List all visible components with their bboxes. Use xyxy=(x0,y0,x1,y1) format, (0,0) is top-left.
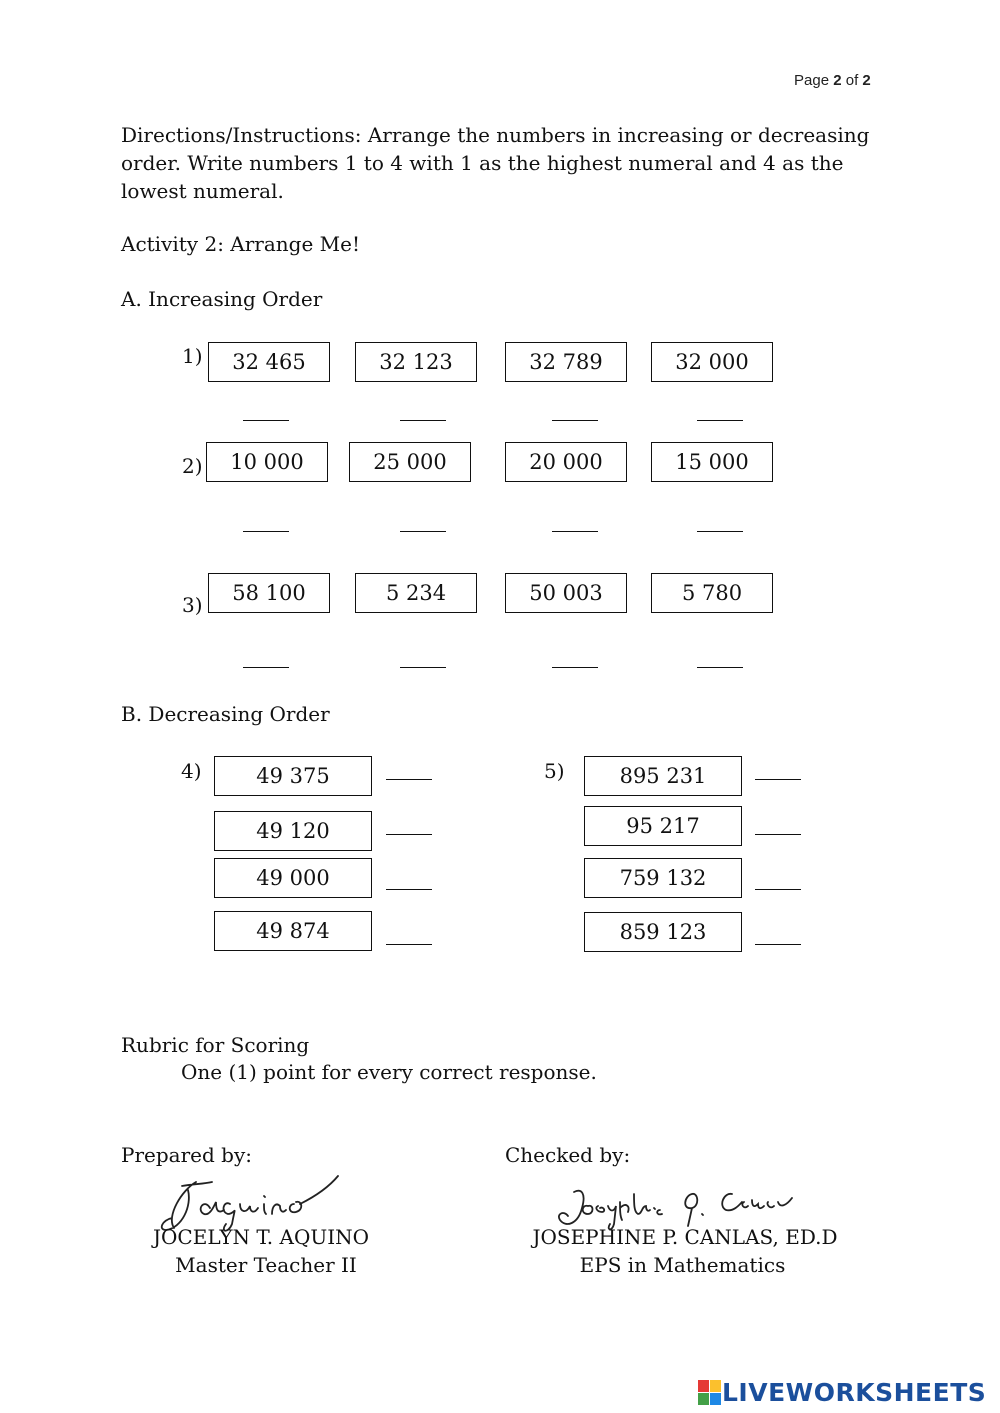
number-box: 49 120 xyxy=(214,811,372,851)
answer-blank[interactable] xyxy=(755,944,801,945)
checked-by-label: Checked by: xyxy=(505,1143,631,1167)
directions-text: Directions/Instructions: Arrange the numbers in increasing or decreasing order. Write numbers 1 to 4 with 1 as the highest numeral and 4 as the lowest numeral. xyxy=(121,123,870,203)
number-box: 859 123 xyxy=(584,912,742,952)
number-box: 895 231 xyxy=(584,756,742,796)
number-box: 32 000 xyxy=(651,342,773,382)
page-number: Page 2 of 2 xyxy=(794,72,871,89)
answer-blank[interactable] xyxy=(552,667,598,668)
number-box: 25 000 xyxy=(349,442,471,482)
number-box: 32 789 xyxy=(505,342,627,382)
liveworksheets-wordmark: LIVEWORKSHEETS xyxy=(722,1378,987,1407)
answer-blank[interactable] xyxy=(755,779,801,780)
liveworksheets-icon xyxy=(698,1380,722,1406)
answer-blank[interactable] xyxy=(386,834,432,835)
answer-blank[interactable] xyxy=(400,420,446,421)
number-box: 50 003 xyxy=(505,573,627,613)
checked-name: JOSEPHINE P. CANLAS, ED.D xyxy=(532,1225,838,1249)
number-box: 20 000 xyxy=(505,442,627,482)
prepared-name: JOCELYN T. AQUINO xyxy=(153,1225,369,1249)
number-box: 10 000 xyxy=(206,442,328,482)
number-box: 15 000 xyxy=(651,442,773,482)
answer-blank[interactable] xyxy=(697,667,743,668)
answer-blank[interactable] xyxy=(386,779,432,780)
answer-blank[interactable] xyxy=(243,531,289,532)
number-box: 49 874 xyxy=(214,911,372,951)
prepared-by-label: Prepared by: xyxy=(121,1143,252,1167)
number-box: 759 132 xyxy=(584,858,742,898)
number-box: 5 234 xyxy=(355,573,477,613)
item-1-label: 1) xyxy=(182,344,203,368)
answer-blank[interactable] xyxy=(400,531,446,532)
answer-blank[interactable] xyxy=(755,889,801,890)
rubric-text: One (1) point for every correct response. xyxy=(181,1060,597,1084)
checked-position: EPS in Mathematics xyxy=(579,1253,786,1277)
number-box: 5 780 xyxy=(651,573,773,613)
section-b-title: B. Decreasing Order xyxy=(121,702,330,726)
number-box: 58 100 xyxy=(208,573,330,613)
number-box: 49 375 xyxy=(214,756,372,796)
answer-blank[interactable] xyxy=(552,531,598,532)
rubric-title: Rubric for Scoring xyxy=(121,1033,310,1057)
answer-blank[interactable] xyxy=(552,420,598,421)
activity-title: Activity 2: Arrange Me! xyxy=(121,232,361,256)
answer-blank[interactable] xyxy=(386,944,432,945)
answer-blank[interactable] xyxy=(386,889,432,890)
number-box: 32 123 xyxy=(355,342,477,382)
item-5-label: 5) xyxy=(544,759,565,783)
item-3-label: 3) xyxy=(182,593,203,617)
answer-blank[interactable] xyxy=(697,531,743,532)
number-box: 32 465 xyxy=(208,342,330,382)
answer-blank[interactable] xyxy=(697,420,743,421)
number-box: 49 000 xyxy=(214,858,372,898)
liveworksheets-logo xyxy=(698,1378,986,1407)
number-box: 95 217 xyxy=(584,806,742,846)
answer-blank[interactable] xyxy=(755,834,801,835)
answer-blank[interactable] xyxy=(400,667,446,668)
answer-blank[interactable] xyxy=(243,420,289,421)
item-2-label: 2) xyxy=(182,454,203,478)
section-a-title: A. Increasing Order xyxy=(121,287,323,311)
answer-blank[interactable] xyxy=(243,667,289,668)
prepared-position: Master Teacher II xyxy=(175,1253,357,1277)
item-4-label: 4) xyxy=(181,759,202,783)
